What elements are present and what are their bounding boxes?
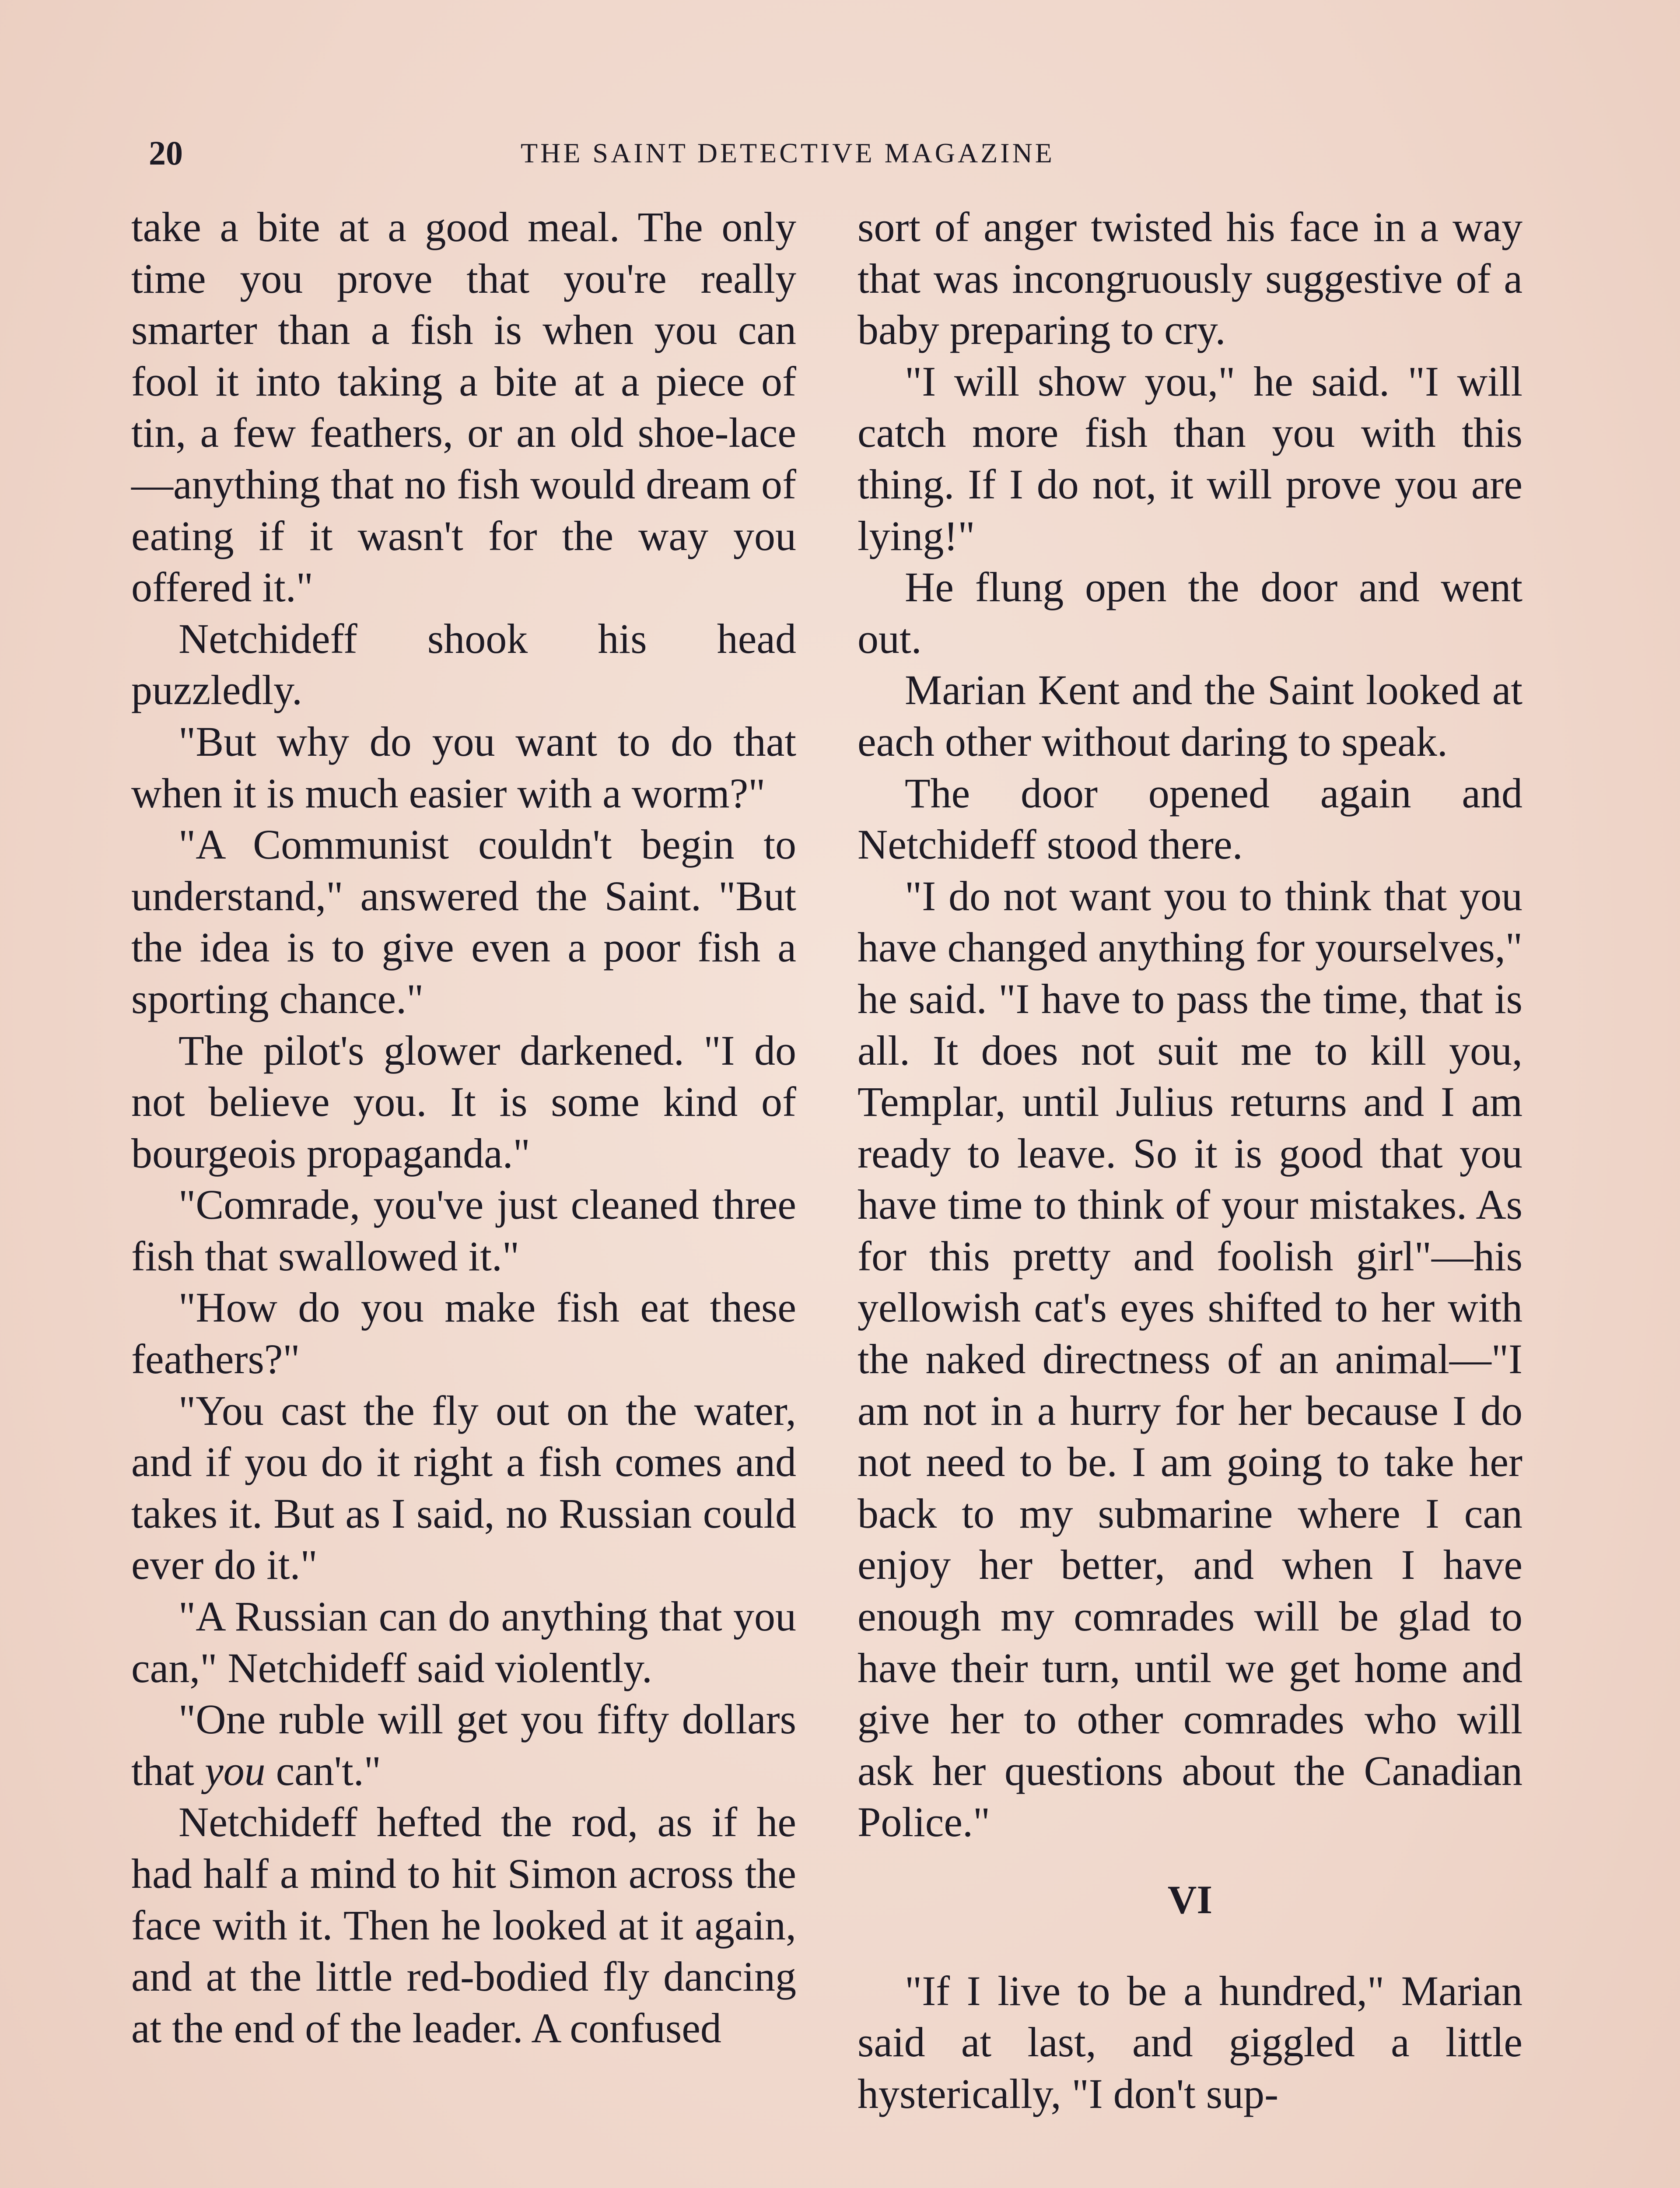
- paragraph: "If I live to be a hundred," Marian said at last, and giggled a little hysterically, "I don't sup-: [858, 1967, 1522, 2117]
- ruble-text-start: "One ruble will get you fifty dollars that: [131, 1696, 796, 1794]
- page-header: [149, 127, 1531, 179]
- paragraph: The door opened again and Netchideff stood there.: [858, 769, 1522, 868]
- paragraph: "How do you make fish eat these feathers?": [131, 1284, 796, 1383]
- paragraph: Marian Kent and the Saint looked at each other without daring to speak.: [858, 666, 1522, 765]
- ruble-text-end: can't.": [265, 1747, 381, 1794]
- paragraph: The pilot's glower darkened. "I do not believe you. It is some kind of bourgeois propaganda.": [131, 1027, 796, 1177]
- paragraph: "A Communist couldn't begin to understand," answered the Saint. "But the idea is to give even a poor fish a sporting chance.": [131, 821, 796, 1022]
- paragraph: Netchideff hefted the rod, as if he had half a mind to hit Simon across the face with it. Then he looked at it again, and at the little red-bodied fly dancing at the end of the leader. A confused: [131, 1799, 796, 2051]
- paragraph: "A Russian can do anything that you can," Netchideff said violently.: [131, 1593, 796, 1691]
- paragraph: "You cast the fly out on the water, and if you do it right a fish comes and takes it. But as I said, no Russian could ever do it.": [131, 1387, 796, 1588]
- section-heading: VI: [1167, 1877, 1213, 1922]
- paragraph: "I will show you," he said. "I will catch more fish than you with this thing. If I do not, it will prove you are lying!": [858, 358, 1522, 559]
- paragraph: "I do not want you to think that you have changed anything for yourselves," he said. "I have to pass the time, that is all. It does not suit me to kill you, Templar, until Julius returns and I am ready to leave. So it is good that you have time to think of your mistakes. As for this pretty and foolish girl"—his yellowish cat's eyes shifted to her with the naked directness of an animal—"I am not in a hurry for her because I do not need to be. I am going to take her back to my submarine where I can enjoy her better, and when I have enough my comrades will be glad to have their turn, until we get home and give her to other comrades who will ask her questions about the Canadian Police.": [858, 872, 1522, 1846]
- page-number: 20: [149, 134, 183, 172]
- running-head: THE SAINT DETECTIVE MAGAZINE: [521, 137, 1055, 168]
- paragraph: sort of anger twisted his face in a way that was incongruously suggestive of a baby preparing to cry.: [858, 203, 1522, 354]
- paragraph: He flung open the door and went out.: [858, 564, 1522, 662]
- paragraph-ruble: [131, 1694, 796, 1796]
- paragraph: Netchideff shook his head puzzledly.: [131, 615, 796, 714]
- right-column: [858, 201, 1522, 2119]
- paragraph: "But why do you want to do that when it is much easier with a worm?": [131, 718, 796, 817]
- ruble-emphasis: you: [204, 1747, 266, 1794]
- paragraph: "Comrade, you've just cleaned three fish that swallowed it.": [131, 1181, 796, 1280]
- left-column: [131, 201, 796, 2054]
- paragraph: take a bite at a good meal. The only time you prove that you're really smarter than a fish is when you can fool it into taking a bite at a piece of tin, a few feathers, or an old shoe-lace—anything that no fish would dream of eating if it wasn't for the way you offered it.": [131, 203, 796, 611]
